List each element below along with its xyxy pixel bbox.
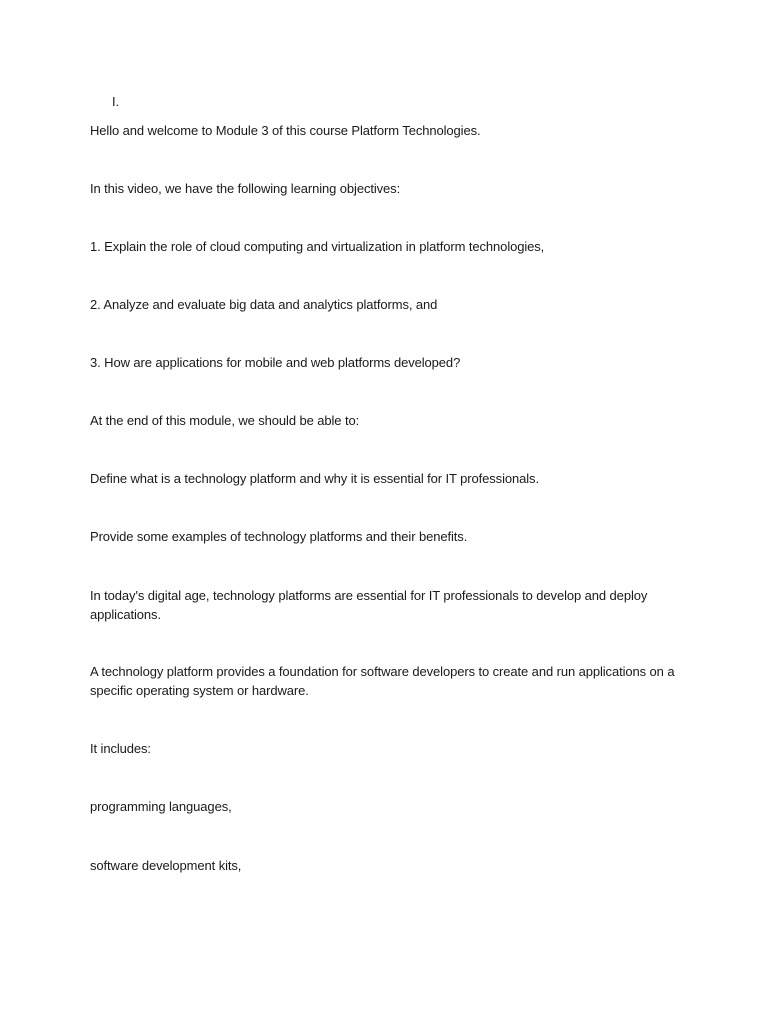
include-item-sdks: software development kits, <box>90 858 242 873</box>
paragraph-includes: It includes: <box>90 741 151 756</box>
paragraph-objectives-intro: In this video, we have the following learning objectives: <box>90 181 401 196</box>
objective-item-2: 2. Analyze and evaluate big data and analytics platforms, and <box>90 297 438 312</box>
paragraph-digital-age: In today's digital age, technology platforms are essential for IT professionals to develop and deploy applications. <box>90 588 648 622</box>
paragraph-welcome: Hello and welcome to Module 3 of this course Platform Technologies. <box>90 123 481 138</box>
objective-item-3: 3. How are applications for mobile and web platforms developed? <box>90 355 461 370</box>
paragraph-platform-definition: A technology platform provides a foundation for software developers to create and run applications on a specific operating system or hardware. <box>90 664 675 698</box>
paragraph-outcomes-intro: At the end of this module, we should be able to: <box>90 413 360 428</box>
outcome-examples: Provide some examples of technology platforms and their benefits. <box>90 529 468 544</box>
include-item-languages: programming languages, <box>90 799 232 814</box>
objective-item-1: 1. Explain the role of cloud computing and virtualization in platform technologies, <box>90 239 545 254</box>
outcome-define: Define what is a technology platform and why it is essential for IT professionals. <box>90 471 539 486</box>
list-marker: I. <box>112 94 120 109</box>
